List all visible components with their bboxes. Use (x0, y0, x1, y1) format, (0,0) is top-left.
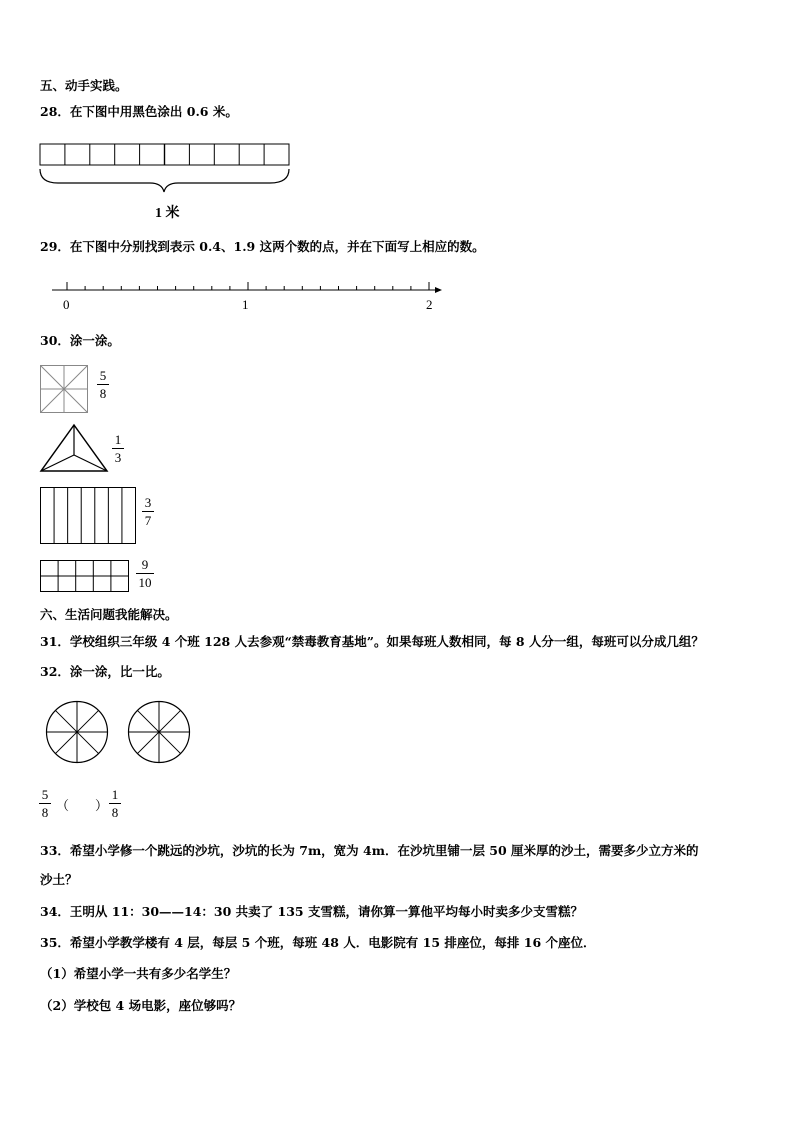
number-line-label-2: 2 (426, 297, 433, 312)
fraction-denominator: 8 (111, 805, 119, 820)
section-five-heading: 五、动手实践。 (40, 78, 128, 93)
triangle-figure[interactable] (40, 424, 108, 472)
ten-cell-grid-figure[interactable] (40, 560, 129, 592)
section-six-heading: 六、生活问题我能解决。 (40, 607, 178, 622)
fraction-numerator: 3 (144, 495, 152, 510)
fraction-denominator: 8 (99, 386, 107, 401)
question-29: 29．在下图中分别找到表示 0.4、1.9 这两个数的点，并在下面写上相应的数。 (40, 239, 485, 254)
fraction-numerator: 1 (111, 787, 119, 802)
octagon-square-figure[interactable] (40, 365, 88, 413)
question-31: 31．学校组织三年级 4 个班 128 人去参观“禁毒教育基地”。如果每班人数相同，每 8 人分一组，每班可以分成几组？ (40, 634, 704, 649)
number-line-label-1: 1 (242, 297, 249, 312)
question-32: 32．涂一涂，比一比。 (40, 664, 170, 679)
circle-figure-left[interactable] (45, 700, 109, 764)
fraction-5-8 (97, 368, 109, 401)
fraction-denominator: 3 (114, 450, 122, 465)
meter-caption: 1 米 (155, 206, 180, 221)
fraction-9-10 (136, 557, 154, 590)
question-35-part1: （1）希望小学一共有多少名学生？ (40, 966, 237, 981)
compare-blank[interactable]: （ ） (56, 798, 109, 813)
seven-strip-rectangle-figure[interactable] (40, 487, 136, 544)
question-30: 30．涂一涂。 (40, 333, 120, 348)
fraction-denominator: 7 (144, 513, 152, 528)
question-33-line2: 沙土？ (40, 872, 78, 887)
number-line[interactable] (52, 276, 447, 296)
question-35: 35．希望小学教学楼有 4 层，每层 5 个班，每班 48 人．电影院有 15 排座位，每排 16 个座位． (40, 935, 596, 950)
number-line-label-0: 0 (63, 297, 70, 312)
meter-strip-figure[interactable] (38, 140, 294, 192)
fraction-numerator: 9 (141, 557, 149, 572)
compare-fraction-left (39, 787, 51, 820)
fraction-denominator: 10 (138, 575, 152, 590)
fraction-1-3 (112, 432, 124, 465)
fraction-3-7 (142, 495, 154, 528)
fraction-numerator: 1 (114, 432, 122, 447)
question-28: 28．在下图中用黑色涂出 0.6 米。 (40, 104, 238, 119)
question-34: 34．王明从 11：30——14：30 共卖了 135 支雪糕，请你算一算他平均每小时卖多少支雪糕？ (40, 904, 583, 919)
fraction-numerator: 5 (99, 368, 107, 383)
fraction-denominator: 8 (41, 805, 49, 820)
compare-fraction-right (109, 787, 121, 820)
question-33-line1: 33．希望小学修一个跳远的沙坑，沙坑的长为 7m，宽为 4m．在沙坑里铺一层 50 厘米厚的沙土，需要多少立方米的 (40, 843, 699, 858)
question-35-part2: （2）学校包 4 场电影，座位够吗？ (40, 998, 242, 1013)
circle-figure-right[interactable] (127, 700, 191, 764)
fraction-numerator: 5 (41, 787, 49, 802)
